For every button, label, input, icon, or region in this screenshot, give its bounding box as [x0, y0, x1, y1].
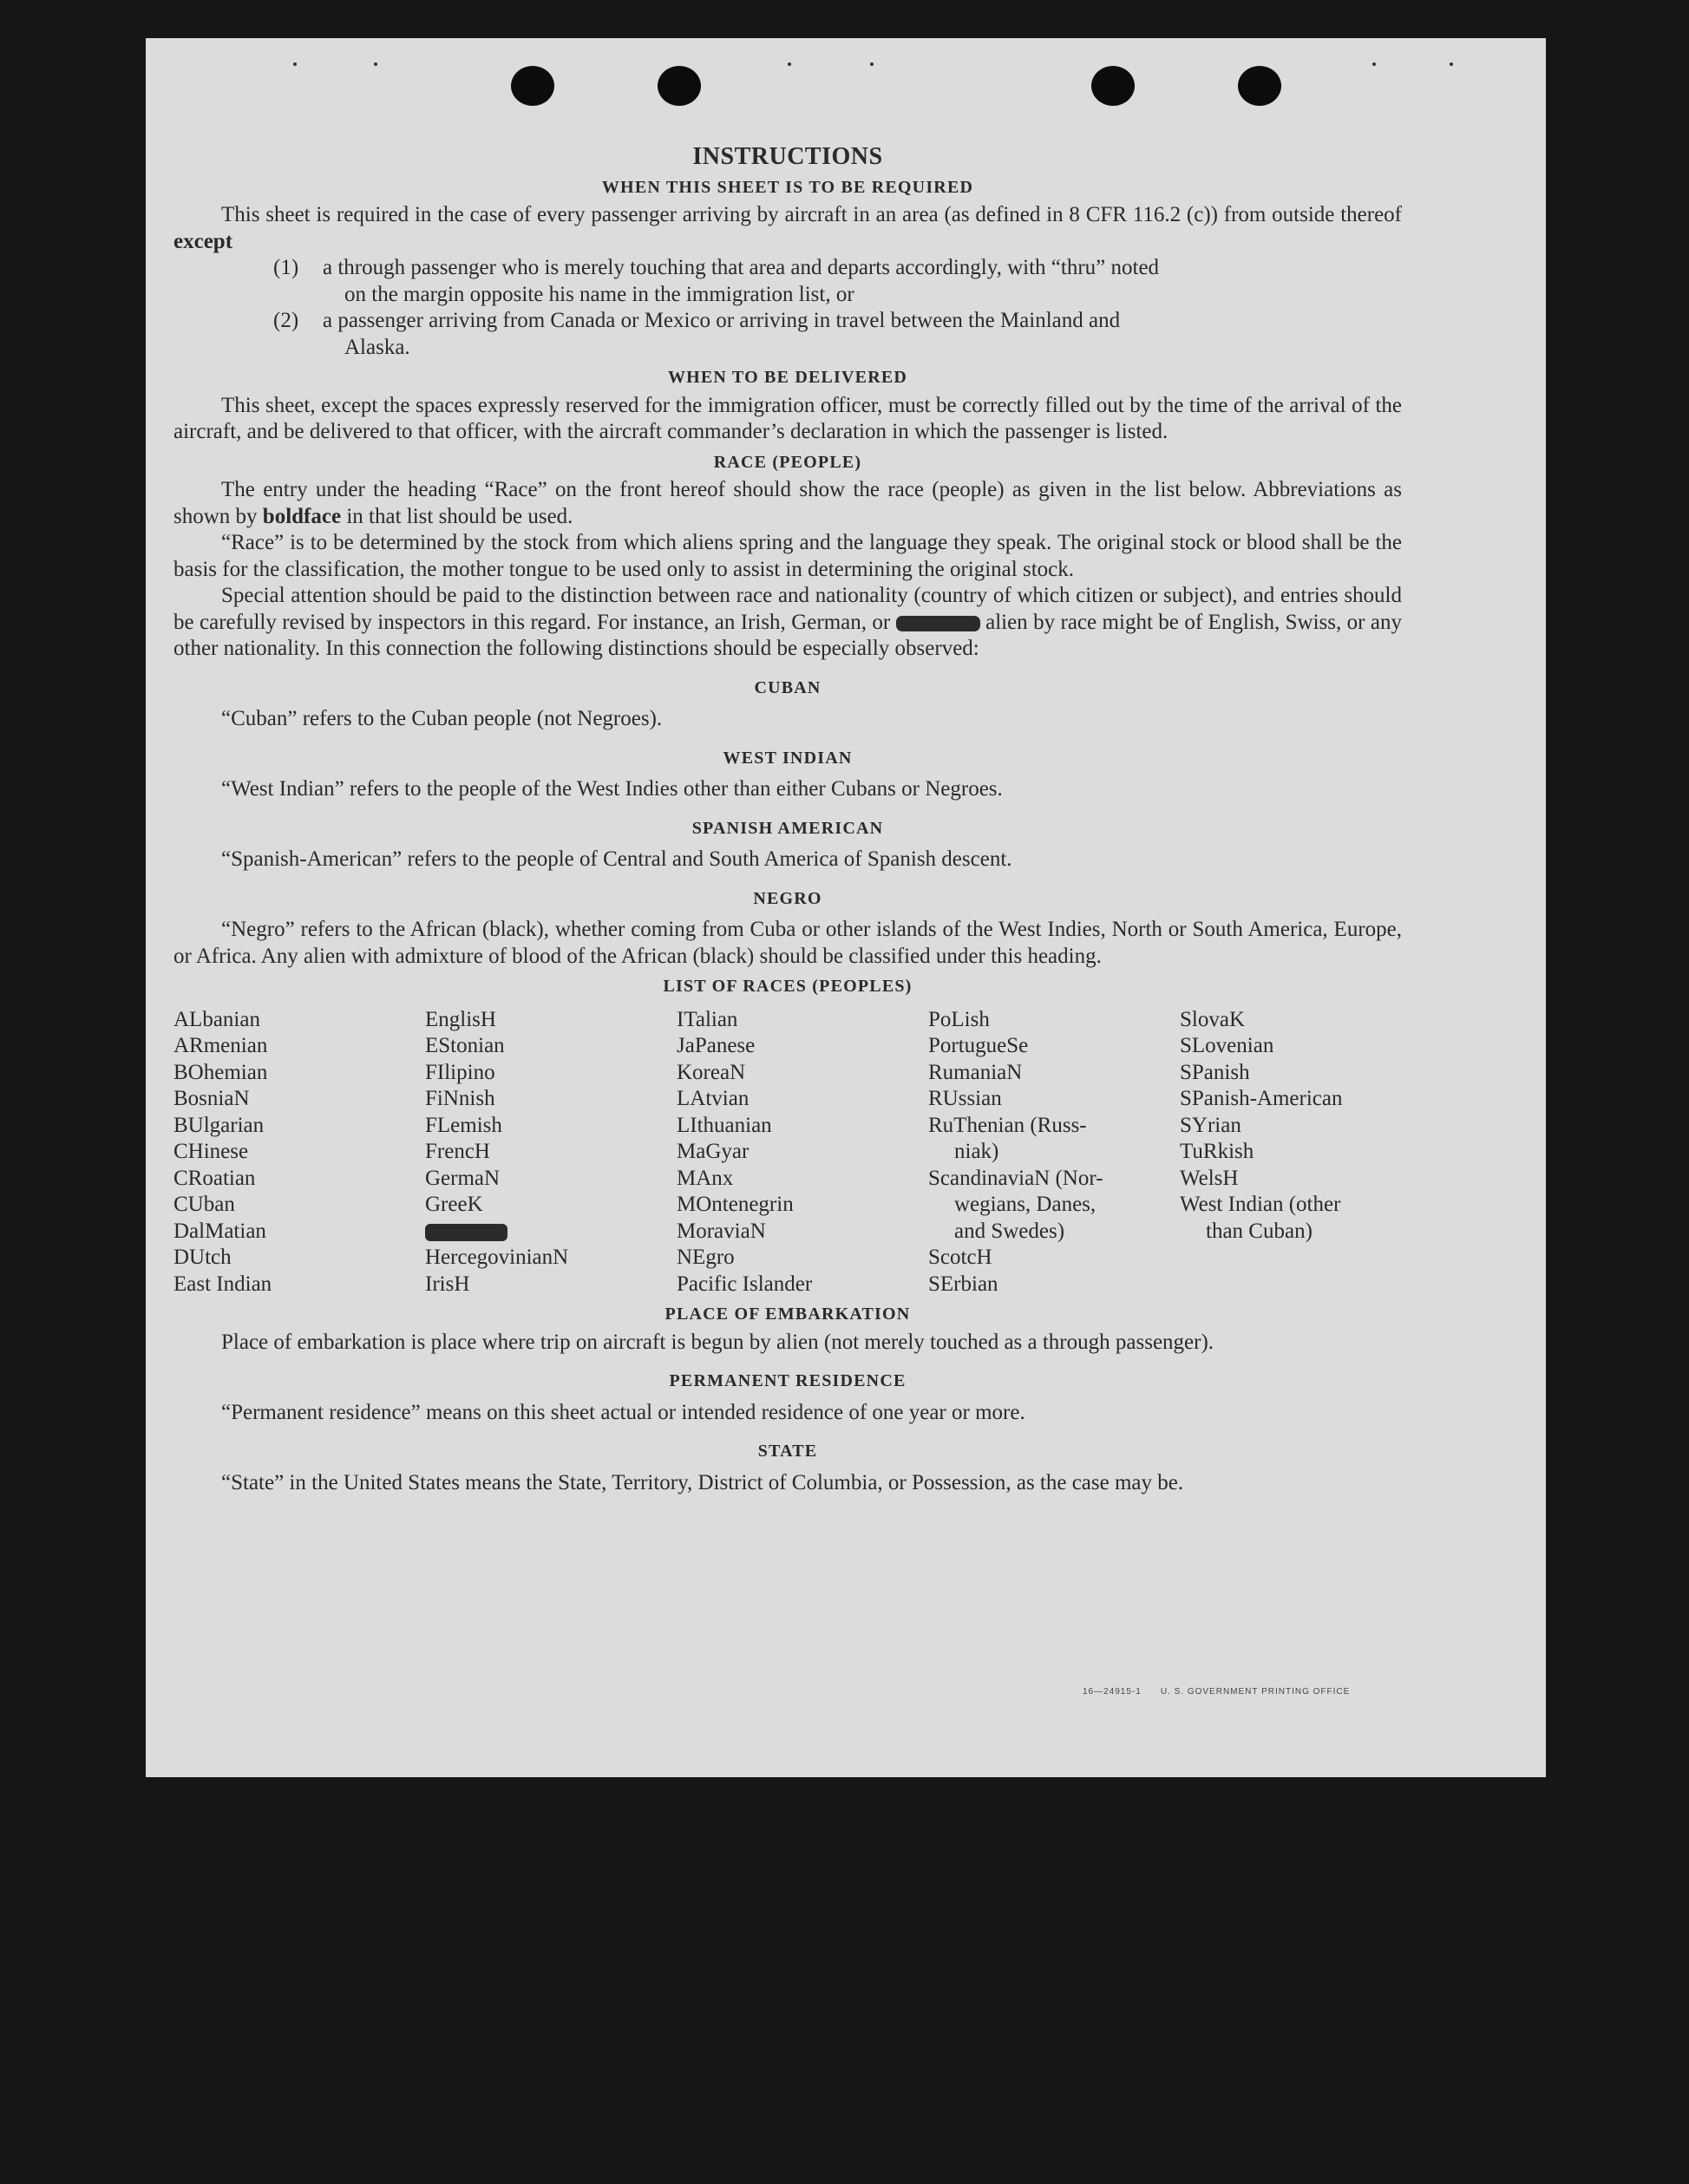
race-entry-continued: than Cuban) — [1206, 1219, 1313, 1243]
race-entry: FiNnish — [425, 1087, 495, 1110]
race-entry: FIlipino — [425, 1060, 495, 1084]
redaction-mark — [425, 1224, 507, 1241]
race-entry: LIthuanian — [677, 1113, 772, 1137]
race-entry: DalMatian — [173, 1219, 266, 1243]
race-entry: MaGyar — [677, 1140, 750, 1163]
race-entry: Pacific Islander — [677, 1272, 813, 1296]
form-number: 16—24915-1 — [1083, 1687, 1142, 1697]
race-entry: JaPanese — [677, 1034, 756, 1057]
race-entry: LAtvian — [677, 1087, 750, 1110]
speck — [788, 62, 791, 66]
race-entry: BUlgarian — [173, 1113, 265, 1137]
section-heading-negro: NEGRO — [753, 888, 822, 908]
race-entry: SLovenian — [1180, 1034, 1274, 1057]
race-entry-continued: wegians, Danes, — [954, 1193, 1097, 1216]
embarkation-text: Place of embarkation is place where trip on aircraft is begun by alien (not merely touched as a through passenger). — [221, 1330, 1214, 1354]
exception-item-2: (2) a passenger arriving from Canada or Mexico or arriving in travel between the Mainland and Alaska. — [273, 309, 1121, 359]
section-heading-west-indian: WEST INDIAN — [723, 748, 853, 768]
race-entry: MOntenegrin — [677, 1193, 794, 1216]
race-entry: DUtch — [173, 1246, 232, 1269]
race-entry: BOhemian — [173, 1060, 268, 1084]
race-entry: RuThenian (Russ- — [928, 1113, 1087, 1137]
race-entry: SYrian — [1180, 1113, 1241, 1137]
punch-hole — [1238, 66, 1281, 106]
section-heading-spanish-american: SPANISH AMERICAN — [691, 818, 884, 838]
race-entry: NEgro — [677, 1246, 735, 1269]
speck — [293, 62, 297, 66]
speck — [1450, 62, 1453, 66]
race-entry: KoreaN — [677, 1060, 746, 1084]
delivered-text: This sheet, except the spaces expressly reserved for the immigration officer, must be correctly filled out by the time of the arrival of the aircraft, and be delivered to that officer, with the aircraft commander’s declaration in which the passenger is listed. — [173, 393, 1402, 443]
race-entry: ScotcH — [928, 1246, 992, 1269]
race-entry: ARmenian — [173, 1034, 268, 1057]
instructions-content — [173, 144, 1402, 1496]
negro-text: “Negro” refers to the African (black), whether coming from Cuba or other islands of the West Indies, North or South America, Europe, or Africa. Any alien with admixture of blood of the African (black) should be classified under this heading. — [173, 918, 1402, 968]
page-title: INSTRUCTIONS — [692, 143, 883, 170]
race-paragraph-2: “Race” is to be determined by the stock from which aliens spring and the language they speak. The original stock or blood shall be the basis for the classification, the mother tongue to be used only to assist in determining the original stock. — [173, 531, 1402, 581]
west-indian-text: “West Indian” refers to the people of the West Indies other than either Cubans or Negroes. — [221, 777, 1003, 801]
race-entry: PoLish — [928, 1007, 990, 1031]
race-entry: MoraviaN — [677, 1219, 766, 1243]
race-entry: CHinese — [173, 1140, 249, 1163]
punch-hole — [658, 66, 701, 106]
section-heading-delivered: WHEN TO BE DELIVERED — [667, 368, 908, 387]
race-entry: MAnx — [677, 1166, 734, 1190]
section-heading-state: STATE — [757, 1442, 818, 1461]
printer-credit: U. S. GOVERNMENT PRINTING OFFICE — [1160, 1687, 1351, 1697]
race-entry: ALbanian — [173, 1007, 260, 1031]
cuban-text: “Cuban” refers to the Cuban people (not Negroes). — [221, 707, 663, 730]
race-paragraph-1: The entry under the heading “Race” on the front hereof should show the race (people) as given in the list below. Abbreviations as shown by boldface in that list should be used. — [173, 478, 1402, 528]
race-column-5 — [1180, 1007, 1431, 1298]
race-entry: TuRkish — [1180, 1140, 1254, 1163]
punch-hole — [1091, 66, 1135, 106]
instruction-sheet — [146, 38, 1546, 1777]
race-entry: SPanish-American — [1180, 1087, 1343, 1110]
redaction-mark — [896, 616, 980, 631]
race-entry: GermaN — [425, 1166, 501, 1190]
section-heading-residence: PERMANENT RESIDENCE — [669, 1371, 907, 1390]
race-entry: West Indian (other — [1180, 1193, 1341, 1216]
race-column-4 — [928, 1007, 1180, 1298]
race-column-1 — [173, 1007, 425, 1298]
race-entry: SPanish — [1180, 1060, 1250, 1084]
race-entry: WelsH — [1180, 1166, 1239, 1190]
redacted-race-entry — [425, 1219, 677, 1246]
race-entry: GreeK — [425, 1193, 483, 1216]
speck — [1372, 62, 1376, 66]
race-entry: ITalian — [677, 1007, 738, 1031]
section-heading-embarkation: PLACE OF EMBARKATION — [664, 1305, 911, 1324]
race-entry: SlovaK — [1180, 1007, 1245, 1031]
print-footer — [1083, 1687, 1369, 1697]
race-entry: CUban — [173, 1193, 235, 1216]
exception-item-1: (1) a through passenger who is merely touching that area and departs accordingly, with “thru” noted on the margin opposite his name in the immigration list, or — [273, 256, 1160, 306]
race-entry: HercegovinianN — [425, 1246, 569, 1269]
race-entry: FLemish — [425, 1113, 502, 1137]
state-text: “State” in the United States means the State, Territory, District of Columbia, or Possession, as the case may be. — [221, 1470, 1184, 1494]
race-entry: SErbian — [928, 1272, 998, 1296]
race-entry: RumaniaN — [928, 1060, 1023, 1084]
section-heading-required: WHEN THIS SHEET IS TO BE REQUIRED — [601, 177, 974, 197]
spanish-american-text: “Spanish-American” refers to the people of Central and South America of Spanish descent. — [221, 847, 1012, 871]
speck — [870, 62, 874, 66]
race-entry: EStonian — [425, 1034, 505, 1057]
race-column-2 — [425, 1007, 677, 1298]
race-entry: EnglisH — [425, 1007, 496, 1031]
punch-hole — [511, 66, 554, 106]
race-entry: CRoatian — [173, 1166, 256, 1190]
race-entry: BosniaN — [173, 1087, 250, 1110]
race-paragraph-3: Special attention should be paid to the distinction between race and nationality (country of which citizen or subject), and entries should be carefully revised by inspectors in this regard. For instance, an Irish, German, or alien by race might be of English, Swiss, or any other nationality. In this connection the following distinctions should be especially observed: — [173, 584, 1402, 660]
race-entry: IrisH — [425, 1272, 470, 1296]
residence-text: “Permanent residence” means on this sheet actual or intended residence of one year or more. — [221, 1400, 1025, 1424]
race-entry: East Indian — [173, 1272, 272, 1296]
section-heading-cuban: CUBAN — [754, 677, 822, 697]
race-column-3 — [677, 1007, 928, 1298]
race-list — [173, 1007, 1402, 1298]
race-entry: PortugueSe — [928, 1034, 1029, 1057]
race-entry-continued: niak) — [954, 1140, 999, 1163]
race-entry: RUssian — [928, 1087, 1002, 1110]
speck — [374, 62, 377, 66]
required-intro: This sheet is required in the case of every passenger arriving by aircraft in an area (as defined in 8 CFR 116.2 (c)) from outside thereof except — [173, 203, 1402, 253]
race-entry: FrencH — [425, 1140, 490, 1163]
section-heading-list: LIST OF RACES (PEOPLES) — [663, 977, 913, 996]
section-heading-race: RACE (PEOPLE) — [713, 452, 862, 472]
race-entry: ScandinaviaN (Nor- — [928, 1166, 1103, 1190]
race-entry-continued: and Swedes) — [954, 1219, 1065, 1243]
